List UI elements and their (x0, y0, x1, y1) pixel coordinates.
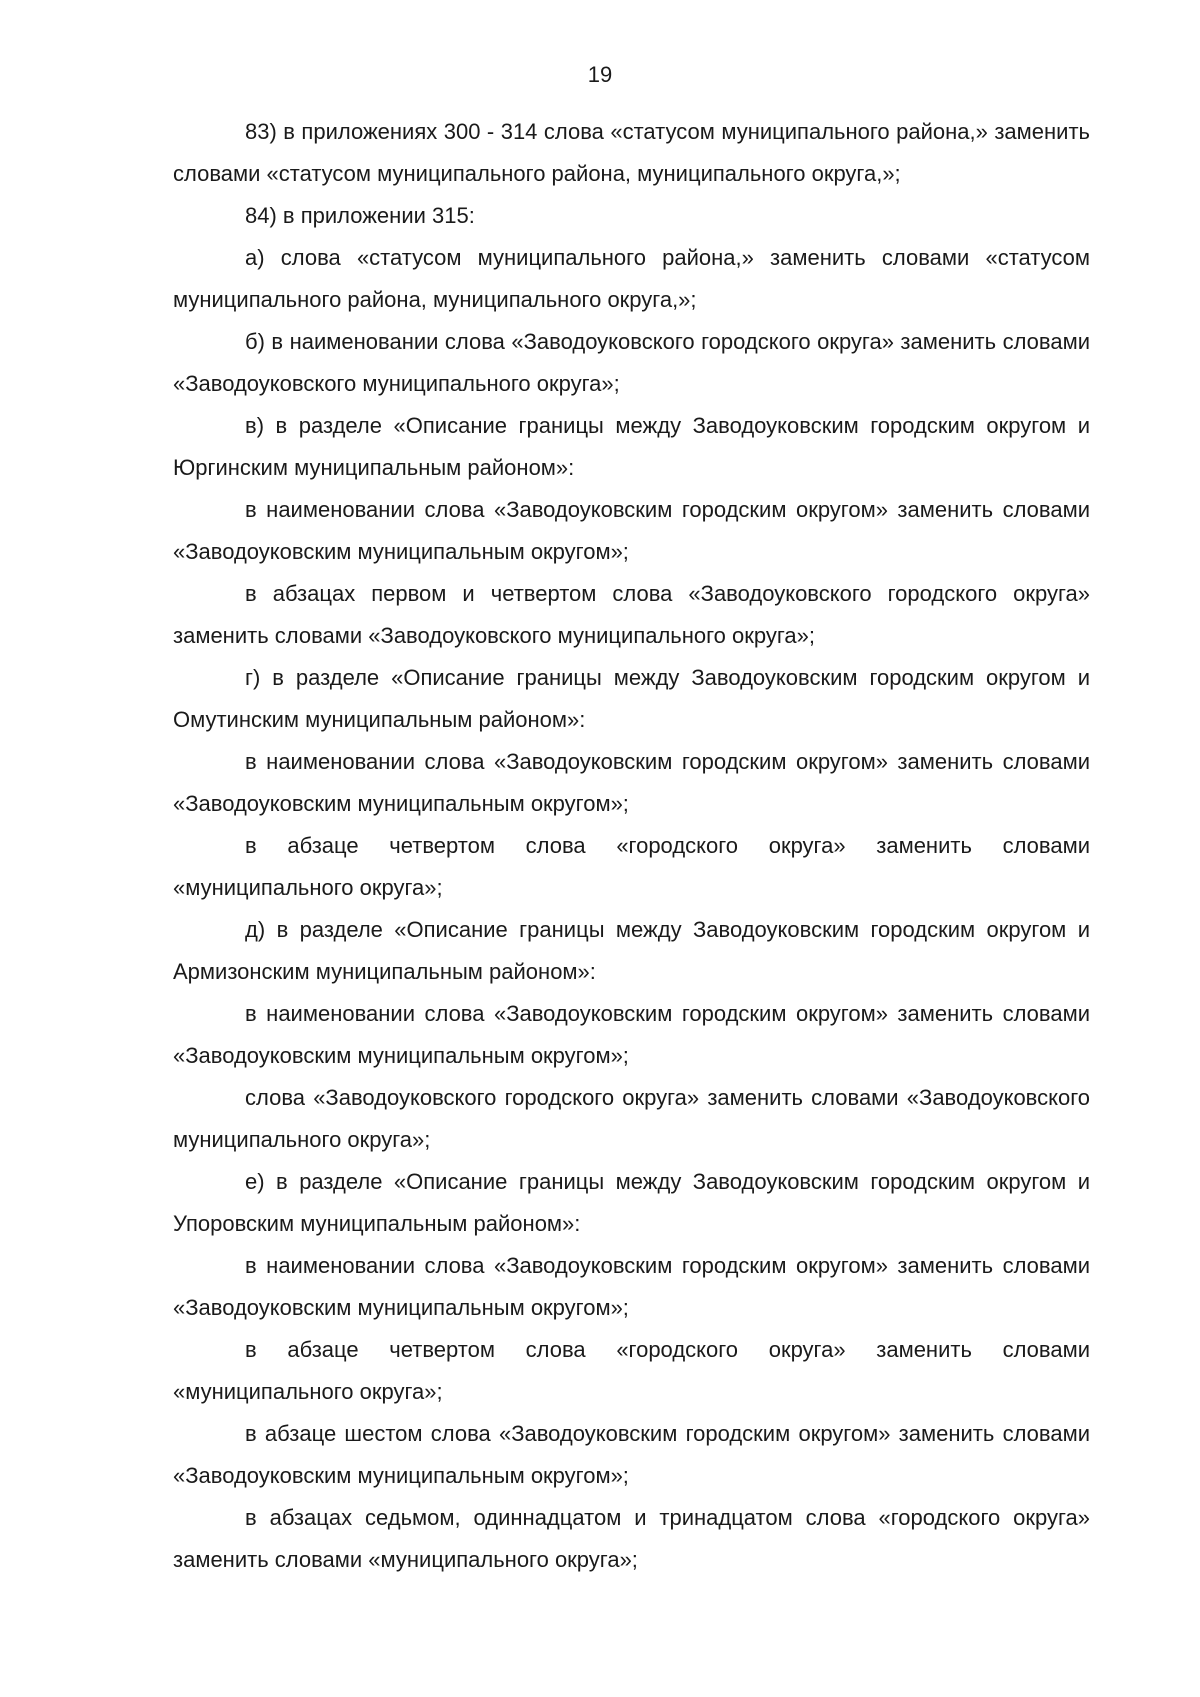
document-body (173, 111, 1090, 1581)
paragraph: б) в наименовании слова «Заводоуковского городского округа» заменить словами «Заводоуковского муниципального округа»; (173, 329, 1090, 396)
paragraph: в абзацах первом и четвертом слова «Заводоуковского городского округа» заменить словами «Заводоуковского муниципального округа»; (173, 581, 1090, 648)
paragraph: слова «Заводоуковского городского округа» заменить словами «Заводоуковского муниципального округа»; (173, 1085, 1090, 1152)
paragraph: д) в разделе «Описание границы между Заводоуковским городским округом и Армизонским муниципальным районом»: (173, 917, 1090, 984)
paragraph: а) слова «статусом муниципального района,» заменить словами «статусом муниципального района, муниципального округа,»; (173, 245, 1090, 312)
paragraph: в) в разделе «Описание границы между Заводоуковским городским округом и Юргинским муниципальным районом»: (173, 413, 1090, 480)
paragraph: в наименовании слова «Заводоуковским городским округом» заменить словами «Заводоуковским муниципальным округом»; (173, 1253, 1090, 1320)
paragraph: в абзаце четвертом слова «городского округа» заменить словами «муниципального округа»; (173, 1337, 1090, 1404)
paragraph: г) в разделе «Описание границы между Заводоуковским городским округом и Омутинским муниципальным районом»: (173, 665, 1090, 732)
paragraph: в наименовании слова «Заводоуковским городским округом» заменить словами «Заводоуковским муниципальным округом»; (173, 497, 1090, 564)
paragraph: в абзаце шестом слова «Заводоуковским городским округом» заменить словами «Заводоуковским муниципальным округом»; (173, 1421, 1090, 1488)
paragraph: е) в разделе «Описание границы между Заводоуковским городским округом и Упоровским муниципальным районом»: (173, 1169, 1090, 1236)
paragraph: 83) в приложениях 300 - 314 слова «статусом муниципального района,» заменить словами «статусом муниципального района, муниципального округа,»; (173, 119, 1090, 186)
paragraph: в абзаце четвертом слова «городского округа» заменить словами «муниципального округа»; (173, 833, 1090, 900)
paragraph: в абзацах седьмом, одиннадцатом и тринадцатом слова «городского округа» заменить словами «муниципального округа»; (173, 1505, 1090, 1572)
paragraph: в наименовании слова «Заводоуковским городским округом» заменить словами «Заводоуковским муниципальным округом»; (173, 1001, 1090, 1068)
paragraph: 84) в приложении 315: (245, 203, 475, 228)
paragraph: в наименовании слова «Заводоуковским городским округом» заменить словами «Заводоуковским муниципальным округом»; (173, 749, 1090, 816)
page-number: 19 (587, 62, 613, 87)
